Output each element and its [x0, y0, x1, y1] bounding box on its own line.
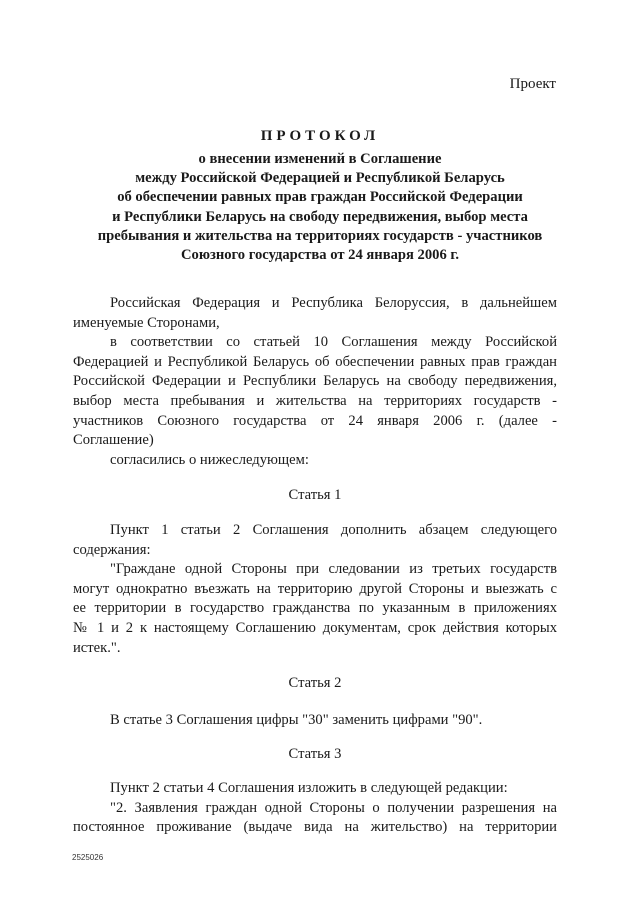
document-code: 2525026 — [72, 853, 104, 862]
article-1-line: ее территории в государство гражданства по указанным в приложениях — [73, 600, 557, 617]
article-3-line: Пункт 2 статьи 4 Соглашения изложить в следующей редакции: — [110, 780, 508, 796]
article-1-line: истек.". — [73, 639, 121, 656]
draft-label: Проект — [509, 76, 556, 92]
article-1-body — [73, 521, 557, 658]
subtitle-line: пребывания и жительства на территориях государств - участников — [97, 227, 543, 244]
article-1-line: могут однократно въезжать на территорию другой Стороны и выезжать с — [73, 580, 557, 597]
preamble-line: выбор места пребывания и жительства на территориях государств - — [73, 392, 557, 409]
preamble-line: Российская Федерация и Республика Белоруссия, в дальнейшем — [110, 295, 557, 311]
subtitle-line: Союзного государства от 24 января 2006 г. — [180, 247, 460, 264]
article-2-line: В статье 3 Соглашения цифры "30" заменить цифрами "90". — [110, 712, 483, 728]
subtitle-line: и Республики Беларусь на свободу передвижения, выбор места — [112, 208, 528, 225]
article-3-line: постоянное проживание (выдаче вида на жительство) на территории — [73, 819, 557, 836]
document-subtitle — [72, 150, 568, 265]
article-3-line: "2. Заявления граждан одной Стороны о получении разрешения на — [110, 799, 557, 816]
subtitle-line: об обеспечении равных прав граждан Российской Федерации — [117, 189, 523, 206]
article-1-line: Пункт 1 статьи 2 Соглашения дополнить абзацем следующего — [110, 522, 557, 538]
document-title: ПРОТОКОЛ — [260, 128, 380, 144]
article-1-line: "Граждане одной Стороны при следовании из третьих государств — [110, 561, 557, 578]
article-2-body — [73, 711, 557, 731]
article-3-heading: Статья 3 — [288, 746, 342, 762]
subtitle-line: между Российской Федерацией и Республикой Беларусь — [135, 170, 505, 187]
article-2-heading: Статья 2 — [288, 675, 342, 691]
subtitle-line: о внесении изменений в Соглашение — [198, 151, 442, 167]
preamble-line: участников Союзного государства от 24 января 2006 г. (далее - — [73, 412, 557, 429]
preamble-line: согласились о нижеследующем: — [110, 451, 309, 468]
article-3-body — [73, 779, 557, 838]
preamble-line: в соответствии со статьей 10 Соглашения между Российской — [110, 334, 557, 351]
preamble-line: Российской Федерации и Республики Беларусь на свободу передвижения, — [73, 373, 557, 390]
preamble-line: Соглашение) — [73, 432, 154, 449]
article-1-line: содержания: — [73, 541, 151, 558]
preamble-line: Федерацией и Республикой Беларусь об обеспечении равных прав граждан — [73, 353, 557, 370]
preamble-line: именуемые Сторонами, — [73, 314, 220, 331]
article-1-line: № 1 и 2 к настоящему Соглашению документам, срок действия которых — [73, 619, 557, 636]
preamble — [73, 294, 557, 470]
article-1-heading: Статья 1 — [288, 487, 342, 503]
